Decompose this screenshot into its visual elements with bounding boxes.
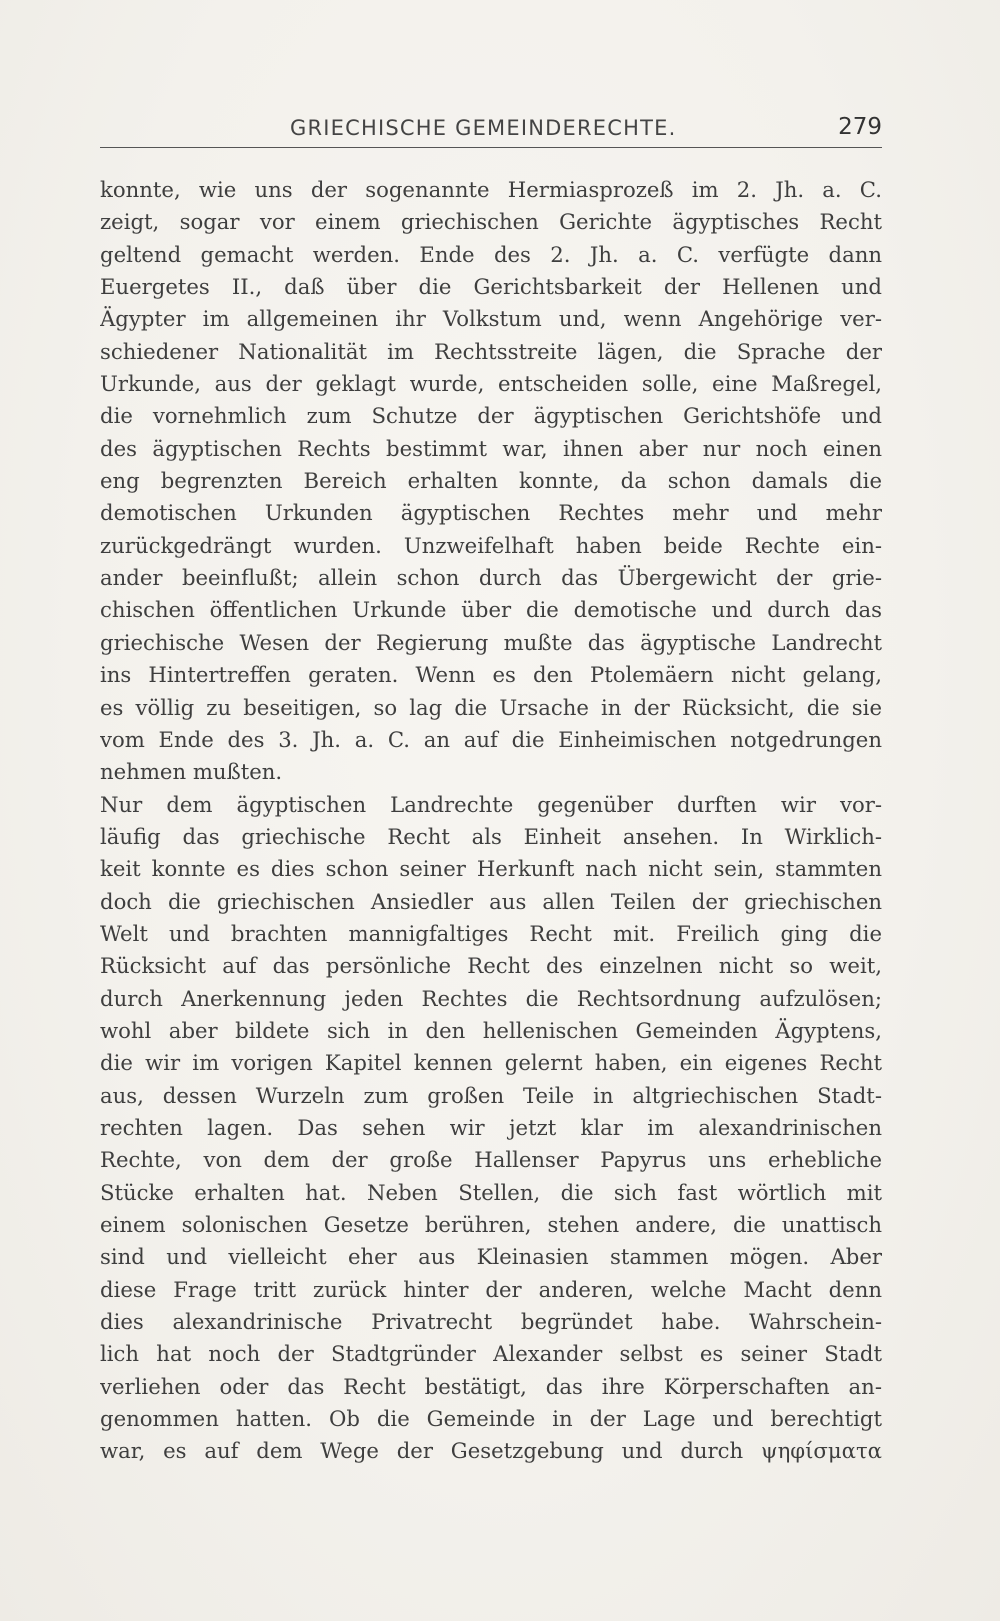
text-line: wohl aber bildete sich in den hellenischen Gemeinden Ägyptens, <box>100 1017 882 1043</box>
body-text <box>100 174 882 1468</box>
text-line: aus, dessen Wurzeln zum großen Teile in altgriechischen Stadt- <box>100 1082 882 1108</box>
text-line: demotischen Urkunden ägyptischen Rechtes mehr und mehr <box>100 500 882 526</box>
text-line: griechische Wesen der Regierung mußte das ägyptische Landrecht <box>100 629 882 655</box>
text-line: durch Anerkennung jeden Rechtes die Rechtsordnung aufzulösen; <box>100 985 882 1011</box>
text-line: chischen öffentlichen Urkunde über die demotische und durch das <box>100 597 882 623</box>
text-line: war, es auf dem Wege der Gesetzgebung und durch ψηφίσματα <box>100 1438 882 1464</box>
text-line: die vornehmlich zum Schutze der ägyptischen Gerichtshöfe und <box>100 403 882 429</box>
text-line: keit konnte es dies schon seiner Herkunft nach nicht sein, stammten <box>100 856 882 882</box>
text-line: Stücke erhalten hat. Neben Stellen, die sich fast wörtlich mit <box>100 1179 882 1205</box>
text-line: Euergetes II., daß über die Gerichtsbarkeit der Hellenen und <box>100 274 882 300</box>
page-header <box>100 116 882 146</box>
text-line: des ägyptischen Rechts bestimmt war, ihnen aber nur noch einen <box>100 435 882 461</box>
text-line: lich hat noch der Stadtgründer Alexander selbst es seiner Stadt <box>100 1341 882 1367</box>
text-line: dies alexandrinische Privatrecht begründet habe. Wahrschein- <box>100 1309 882 1335</box>
text-line: eng begrenzten Bereich erhalten konnte, da schon damals die <box>100 468 882 494</box>
text-line: sind und vielleicht eher aus Kleinasien stammen mögen. Aber <box>100 1244 882 1270</box>
text-line: vom Ende des 3. Jh. a. C. an auf die Einheimischen notgedrungen <box>100 726 882 752</box>
header-rule <box>100 147 882 148</box>
text-line: verliehen oder das Recht bestätigt, das ihre Körperschaften an- <box>100 1373 882 1399</box>
running-head: GRIECHISCHE GEMEINDERECHTE. <box>290 116 677 140</box>
text-line: läufig das griechische Recht als Einheit ansehen. In Wirklich- <box>100 823 882 849</box>
text-line: genommen hatten. Ob die Gemeinde in der Lage und berechtigt <box>100 1406 882 1432</box>
text-line: rechten lagen. Das sehen wir jetzt klar im alexandrinischen <box>100 1114 882 1140</box>
text-line: konnte, wie uns der sogenannte Hermiasprozeß im 2. Jh. a. C. <box>100 177 882 202</box>
text-line: zurückgedrängt wurden. Unzweifelhaft haben beide Rechte ein- <box>100 532 882 558</box>
text-line: einem solonischen Gesetze berühren, stehen andere, die unattisch <box>100 1212 882 1237</box>
text-line: doch die griechischen Ansiedler aus allen Teilen der griechischen <box>100 888 882 914</box>
text-line: ins Hintertreffen geraten. Wenn es den Ptolemäern nicht gelang, <box>100 662 882 688</box>
text-line: zeigt, sogar vor einem griechischen Gerichte ägyptisches Recht <box>100 209 882 235</box>
text-line: Ägypter im allgemeinen ihr Volkstum und, wenn Angehörige ver- <box>100 306 882 332</box>
text-line: diese Frage tritt zurück hinter der anderen, welche Macht denn <box>100 1276 882 1302</box>
text-line: die wir im vorigen Kapitel kennen gelernt haben, ein eigenes Recht <box>100 1050 882 1076</box>
text-line-paragraph-end: nehmen mußten. <box>100 759 283 785</box>
text-line-paragraph-start: Nur dem ägyptischen Landrechte gegenüber durften wir vor- <box>100 791 882 817</box>
text-line: Rücksicht auf das persönliche Recht des einzelnen nicht so weit, <box>100 953 882 979</box>
text-line: Rechte, von dem der große Hallenser Papyrus uns erhebliche <box>100 1147 882 1173</box>
text-line: ander beeinflußt; allein schon durch das Übergewicht der grie- <box>100 565 882 591</box>
text-line: schiedener Nationalität im Rechtsstreite lägen, die Sprache der <box>100 338 882 364</box>
text-line: geltend gemacht werden. Ende des 2. Jh. a. C. verfügte dann <box>100 241 882 267</box>
text-line: Welt und brachten mannigfaltiges Recht mit. Freilich ging die <box>100 920 882 946</box>
text-line: Urkunde, aus der geklagt wurde, entscheiden solle, eine Maßregel, <box>100 371 882 397</box>
text-line: es völlig zu beseitigen, so lag die Ursache in der Rücksicht, die sie <box>100 694 882 720</box>
page-number: 279 <box>838 114 882 140</box>
